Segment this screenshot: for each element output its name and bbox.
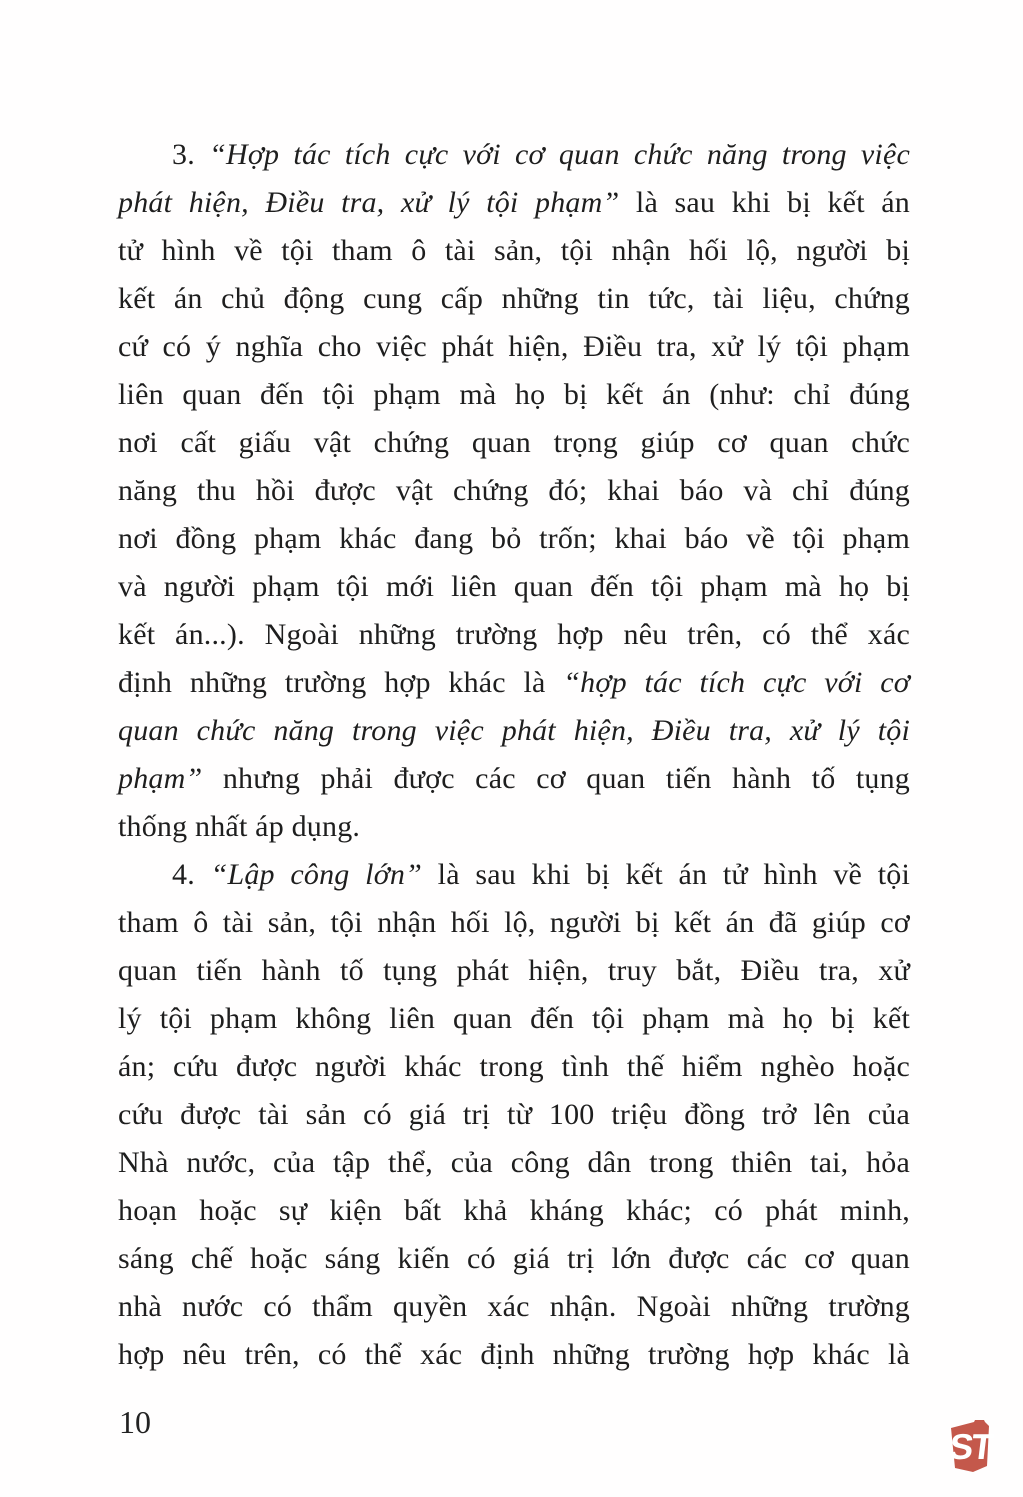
text-line <box>118 131 910 179</box>
text-line <box>118 179 910 227</box>
text-line <box>118 1235 910 1283</box>
text-run: hoạn hoặc sự kiện bất khả kháng khác; có phát minh, <box>118 1194 910 1227</box>
text-run: 4. <box>172 858 211 891</box>
text-line <box>118 323 910 371</box>
text-line <box>118 611 910 659</box>
text-run-italic: “hợp tác tích cực với cơ <box>563 666 910 699</box>
text-run: là sau khi bị kết án tử hình về tội <box>422 858 910 891</box>
text-run: kết án...). Ngoài những trường hợp nêu trên, có thể xác <box>118 618 910 651</box>
text-run-italic: quan chức năng trong việc phát hiện, Điều tra, xử lý tội <box>118 714 910 747</box>
text-line <box>118 515 910 563</box>
text-run: cứ có ý nghĩa cho việc phát hiện, Điều tra, xử lý tội phạm <box>118 330 910 363</box>
text-run: thống nhất áp dụng. <box>118 810 361 843</box>
text-run-italic: “Hợp tác tích cực với cơ quan chức năng trong việc <box>209 138 910 171</box>
text-line <box>118 707 910 755</box>
text-run: tham ô tài sản, tội nhận hối lộ, người bị kết án đã giúp cơ <box>118 906 910 939</box>
text-line <box>118 899 910 947</box>
text-line <box>118 275 910 323</box>
text-run: là sau khi bị kết án <box>619 186 911 219</box>
text-run: Nhà nước, của tập thể, của công dân trong thiên tai, hỏa <box>118 1146 910 1179</box>
text-line <box>118 947 910 995</box>
text-run: cứu được tài sản có giá trị từ 100 triệu đồng trở lên của <box>118 1098 910 1131</box>
text-run: tử hình về tội tham ô tài sản, tội nhận hối lộ, người bị <box>118 234 910 267</box>
page-number: 10 <box>119 1404 151 1440</box>
text-run-italic: phạm” <box>118 762 203 795</box>
text-line <box>118 803 910 851</box>
text-run: năng thu hồi được vật chứng đó; khai báo và chỉ đúng <box>118 474 910 507</box>
text-run: nhưng phải được các cơ quan tiến hành tố tụng <box>202 762 910 795</box>
text-run: nơi đồng phạm khác đang bỏ trốn; khai báo về tội phạm <box>118 522 910 555</box>
text-line <box>118 563 910 611</box>
text-line <box>118 1139 910 1187</box>
text-run: hợp nêu trên, có thể xác định những trường hợp khác là <box>118 1338 910 1371</box>
text-run: 3. <box>172 138 210 171</box>
publisher-logo-text: ST <box>947 1426 994 1467</box>
text-line <box>118 755 910 803</box>
text-run-italic: “Lập công lớn” <box>210 858 422 891</box>
text-run: và người phạm tội mới liên quan đến tội phạm mà họ bị <box>118 570 910 603</box>
text-block <box>118 131 910 1379</box>
text-line <box>118 1091 910 1139</box>
text-line <box>118 995 910 1043</box>
text-line <box>118 467 910 515</box>
text-line <box>118 1187 910 1235</box>
text-run: án; cứu được người khác trong tình thế hiểm nghèo hoặc <box>118 1050 910 1083</box>
text-line <box>118 659 910 707</box>
text-line <box>118 371 910 419</box>
text-line <box>118 227 910 275</box>
text-run: liên quan đến tội phạm mà họ bị kết án (như: chỉ đúng <box>118 378 910 411</box>
text-run: định những trường hợp khác là <box>118 666 564 699</box>
text-line <box>118 419 910 467</box>
publisher-logo <box>944 1418 994 1474</box>
text-run: nhà nước có thẩm quyền xác nhận. Ngoài những trường <box>118 1290 910 1323</box>
text-line <box>118 851 910 899</box>
text-run: kết án chủ động cung cấp những tin tức, tài liệu, chứng <box>118 282 910 315</box>
text-run-italic: phát hiện, Điều tra, xử lý tội phạm” <box>118 186 620 219</box>
text-line <box>118 1331 910 1379</box>
text-line <box>118 1043 910 1091</box>
text-line <box>118 1283 910 1331</box>
text-run: nơi cất giấu vật chứng quan trọng giúp cơ quan chức <box>118 426 910 459</box>
text-run: quan tiến hành tố tụng phát hiện, truy bắt, Điều tra, xử <box>118 954 910 987</box>
text-run: sáng chế hoặc sáng kiến có giá trị lớn được các cơ quan <box>118 1242 910 1275</box>
text-run: lý tội phạm không liên quan đến tội phạm mà họ bị kết <box>118 1002 910 1035</box>
